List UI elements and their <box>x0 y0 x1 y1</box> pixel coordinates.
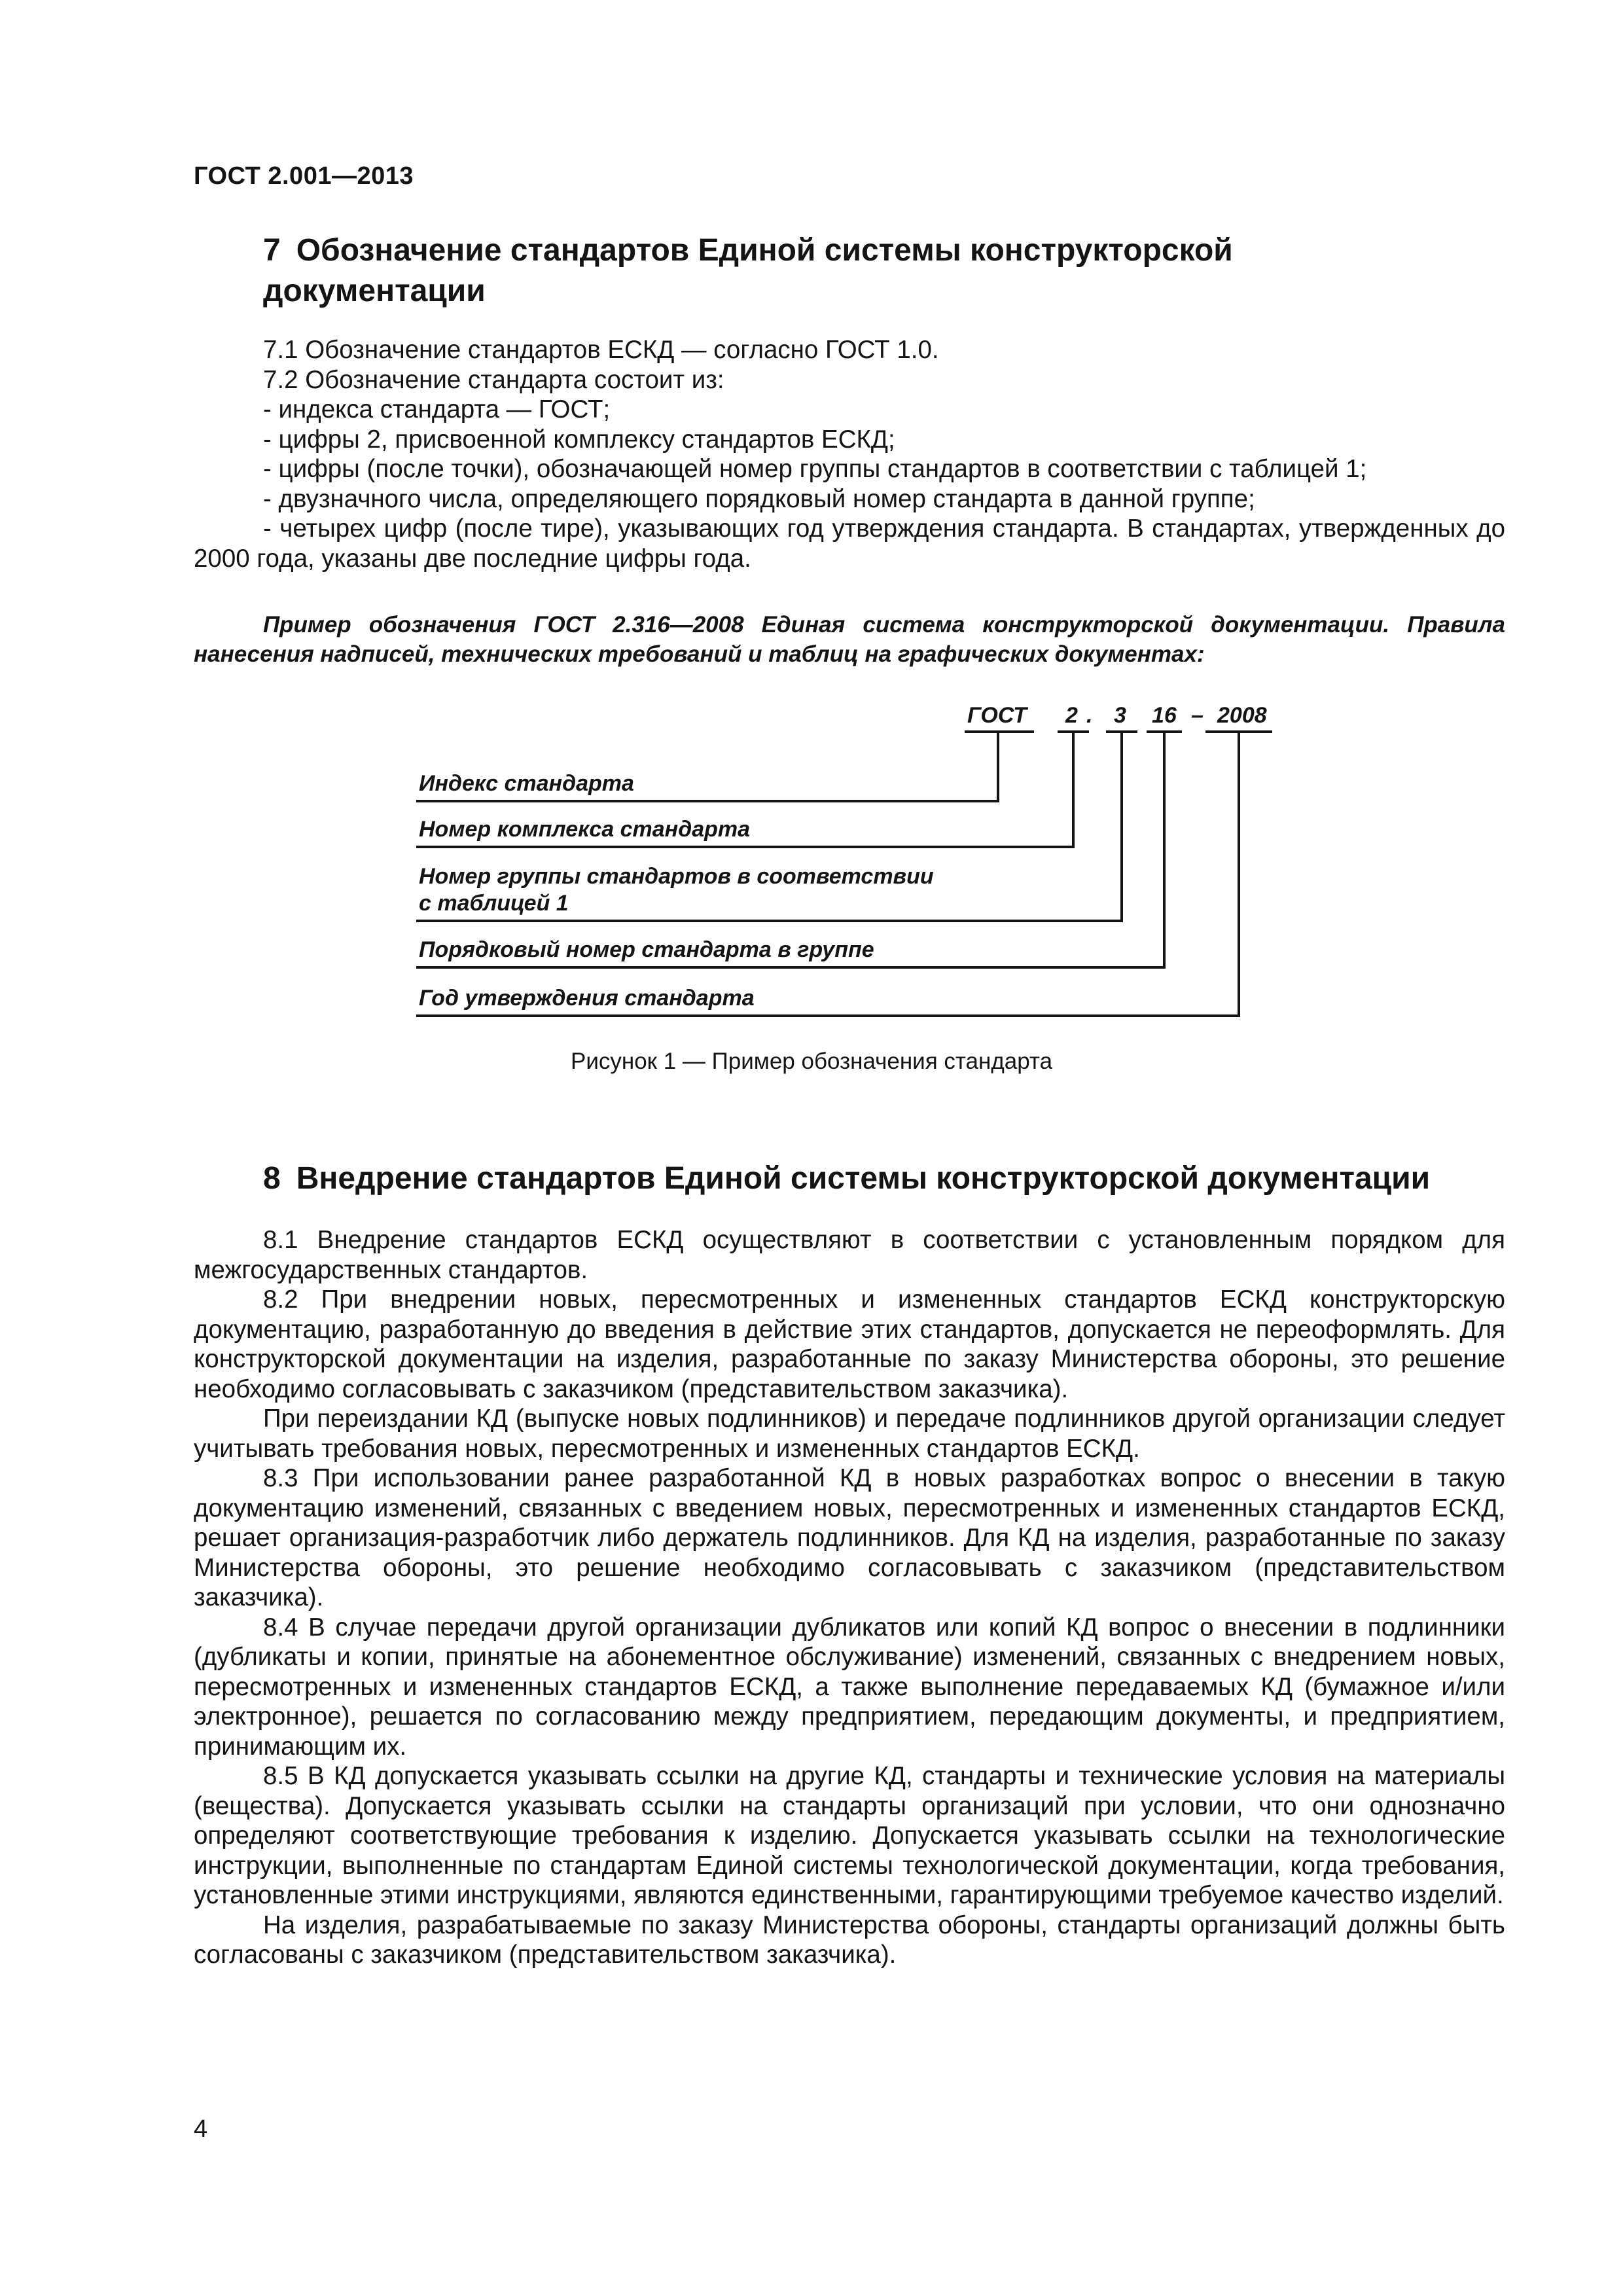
paragraph-8-1: 8.1 Внедрение стандартов ЕСКД осуществляют в соответствии с установленным порядком для межгосударственных стандартов. <box>194 1226 1505 1284</box>
paragraph-8-2: 8.2 При внедрении новых, пересмотренных и измененных стандартов ЕСКД конструкторскую документацию, разработанную до введения в действие этих стандартов, допускается не переоформлять. Для конструкторской документации на изделия, разработанные по заказу Министерства обороны, это решение необходимо согласовывать с заказчиком (представительством заказчика). <box>194 1285 1505 1403</box>
label-group-line1: Номер группы стандартов в соответствии <box>419 864 934 889</box>
section-7-number: 7 <box>263 233 281 268</box>
code-part-dash: – <box>1191 703 1204 728</box>
list-item: - цифры (после точки), обозначающей номер группы стандартов в соответствии с таблицей 1; <box>263 455 1367 483</box>
section-8-heading <box>263 1158 1507 1199</box>
list-item: - индекса стандарта — ГОСТ; <box>263 395 611 423</box>
label-complex: Номер комплекса стандарта <box>419 817 751 842</box>
label-group-line2: с таблицей 1 <box>419 891 569 916</box>
figure-labels <box>419 771 934 1011</box>
designation-example: Пример обозначения ГОСТ 2.316—2008 Единая система конструкторской документации. Правила нанесения надписей, технических требований и таблиц на графических документах: <box>194 612 1505 667</box>
section-7-title-line2: документации <box>263 274 486 308</box>
section-8-body <box>194 1225 1505 1970</box>
code-part-gost: ГОСТ <box>967 703 1027 728</box>
figure-caption: Рисунок 1 — Пример обозначения стандарта <box>570 1049 1053 1074</box>
paragraph-7-2: 7.2 Обозначение стандарта состоит из: <box>263 365 724 394</box>
document-id: ГОСТ 2.001—2013 <box>194 162 414 190</box>
label-year: Год утверждения стандарта <box>419 986 755 1011</box>
list-item: - четырех цифр (после тире), указывающих год утверждения стандарта. В стандартах, утвержденных до 2000 года, указаны две последние цифры года. <box>194 514 1505 573</box>
page-number: 4 <box>194 2115 208 2143</box>
paragraph-8-5: 8.5 В КД допускается указывать ссылки на другие КД, стандарты и технические условия на материалы (вещества). Допускается указывать ссылки на стандарты организаций при условии, что они однозначно определяют соответствующие требования к изделию. Допускается указывать ссылки на технологические инструкции, выполненные по стандартам Единой системы технологической документации, когда требования, установленные этими инструкциями, являются единственными, гарантирующими требуемое качество изделий. <box>194 1762 1505 1909</box>
paragraph-8-3: 8.3 При использовании ранее разработанной КД в новых разработках вопрос о внесении в такую документацию изменений, связанных с введением новых, пересмотренных и измененных стандартов ЕСКД, решает организация-разработчик либо держатель подлинников. Для КД на изделия, разработанные по заказу Министерства обороны, это решение необходимо согласовывать с заказчиком (представительством заказчика). <box>194 1464 1505 1611</box>
code-part-dot: . <box>1086 703 1093 728</box>
section-8-number: 8 <box>263 1161 281 1196</box>
paragraph-8-2-republish: При переиздании КД (выпуске новых подлинников) и передаче подлинников другой организации следует учитывать требования новых, пересмотренных и измененных стандартов ЕСКД. <box>194 1405 1505 1463</box>
paragraph-8-5-mod: На изделия, разрабатываемые по заказу Министерства обороны, стандарты организаций должны быть согласованы с заказчиком (представительством заказчика). <box>194 1910 1505 1969</box>
list-item: - двузначного числа, определяющего порядковый номер стандарта в данной группе; <box>263 484 1255 513</box>
code-part-year: 2008 <box>1217 703 1267 728</box>
section-8-title: Внедрение стандартов Единой системы конструкторской документации <box>296 1161 1431 1196</box>
code-part-complex: 2 <box>1065 703 1078 728</box>
list-item: - цифры 2, присвоенной комплексу стандартов ЕСКД; <box>263 425 895 454</box>
label-number: Порядковый номер стандарта в группе <box>419 937 874 962</box>
figure-1-diagram <box>0 0 1623 1113</box>
designation-code <box>967 703 1267 728</box>
paragraph-8-4: 8.4 В случае передачи другой организации дубликатов или копий КД вопрос о внесении в подлинники (дубликаты и копии, принятые на абонементное обслуживание) изменений, связанных с внедрением новых, пересмотренных и измененных стандартов ЕСКД, а также выполнение передаваемых КД (бумажное и/или электронное), решается по согласованию между предприятием, передающим документы, и предприятием, принимающим их. <box>194 1613 1505 1761</box>
code-part-number: 16 <box>1152 703 1177 728</box>
paragraph-7-1: 7.1 Обозначение стандартов ЕСКД — согласно ГОСТ 1.0. <box>263 336 939 364</box>
code-part-group: 3 <box>1114 703 1126 728</box>
section-7-title-line1: Обозначение стандартов Единой системы конструкторской <box>296 233 1233 268</box>
label-index: Индекс стандарта <box>419 771 634 796</box>
leader-number <box>416 732 1164 967</box>
